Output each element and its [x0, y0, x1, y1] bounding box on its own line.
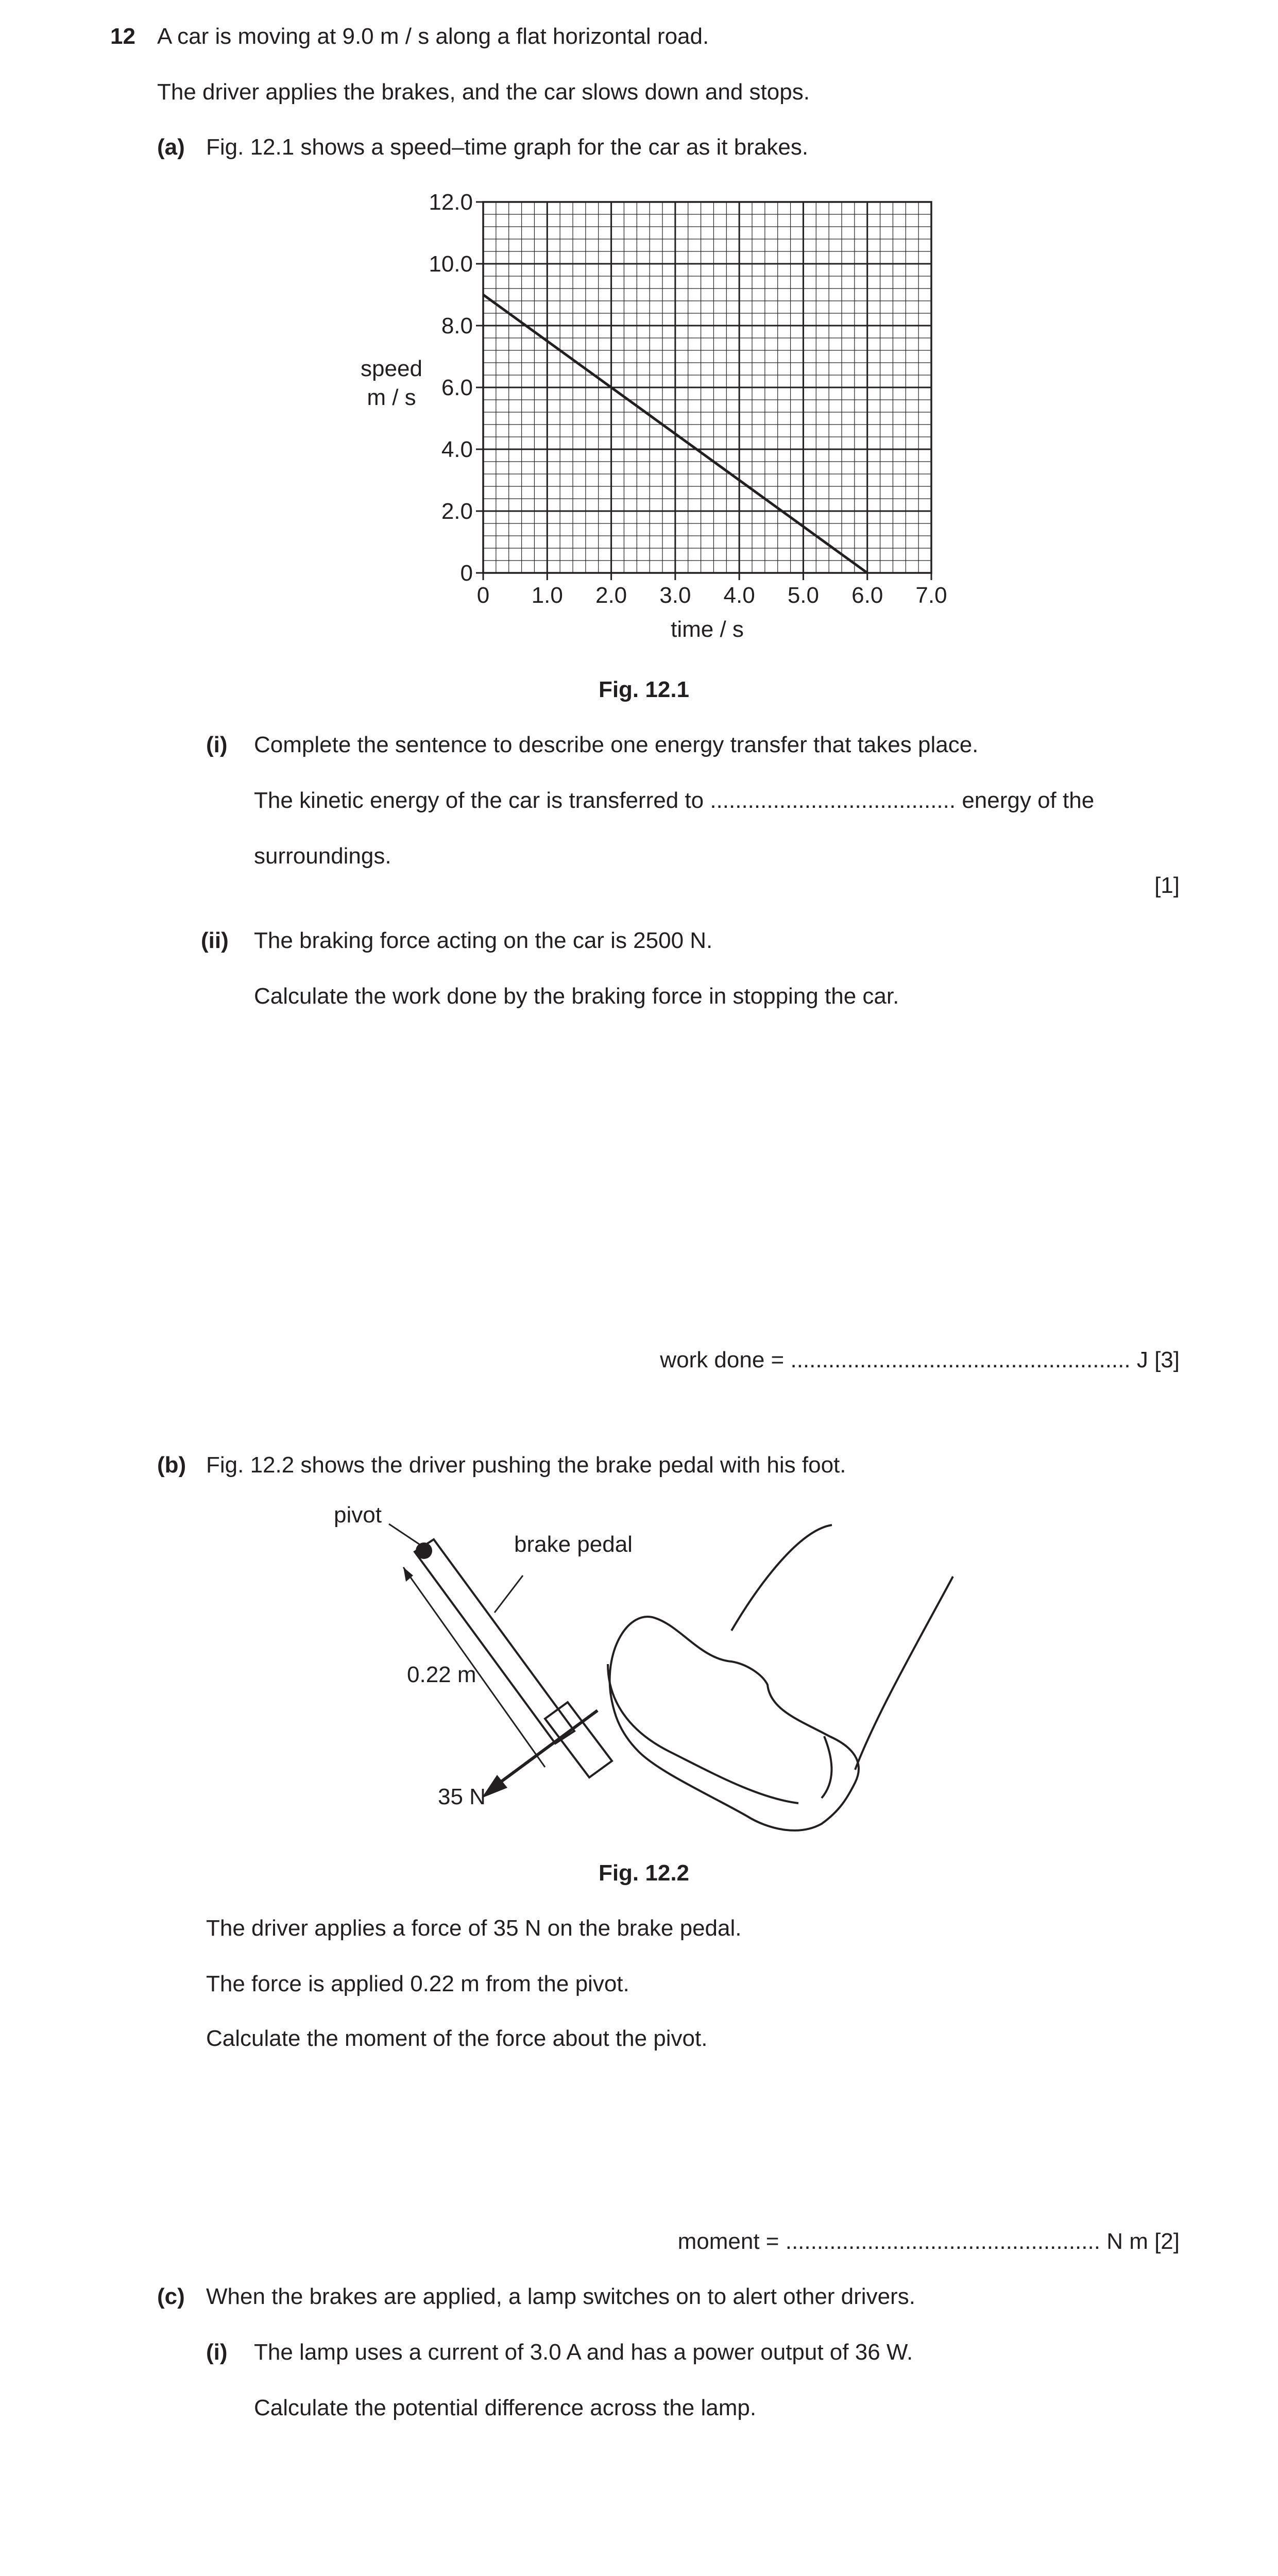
part-a-i-marks: [1]: [1154, 873, 1180, 898]
force-label: 35 N: [438, 1784, 486, 1809]
sentence-start: The kinetic energy of the car is transferred to: [254, 788, 704, 813]
x-tick-label: 3.0: [659, 583, 691, 608]
part-a-i-sentence-end: surroundings.: [254, 843, 391, 869]
energy-answer-blank[interactable]: .......................................: [710, 788, 956, 813]
part-c-i-text-1: The lamp uses a current of 3.0 A and has a power output of 36 W.: [254, 2340, 913, 2365]
part-c-i-text-2: Calculate the potential difference across the lamp.: [254, 2395, 757, 2420]
x-tick-label: 0: [476, 583, 490, 608]
y-tick-label: 8.0: [441, 313, 473, 338]
fig-12-2-caption: Fig. 12.2: [598, 1860, 690, 1886]
y-axis-label-unit: m / s: [367, 385, 416, 410]
pivot-icon: [416, 1543, 432, 1559]
leg-outline-back: [855, 1577, 953, 1770]
y-tick-label: 0: [460, 561, 473, 586]
x-tick-label: 5.0: [787, 583, 820, 608]
part-c-label: (c): [157, 2284, 185, 2309]
leg-outline-front: [731, 1525, 832, 1631]
moment-answer-line: [412, 2228, 1180, 2255]
part-b-text-3: Calculate the moment of the force about the pivot.: [206, 2026, 708, 2051]
moment-blank[interactable]: ..................................................: [785, 2229, 1100, 2254]
distance-label: 0.22 m: [407, 1662, 476, 1687]
shoe-outline: [610, 1617, 859, 1831]
shoe-heel-line: [822, 1736, 831, 1798]
fig-12-1-caption: Fig. 12.1: [598, 677, 690, 702]
x-axis-label: time / s: [671, 617, 744, 642]
x-tick-label: 6.0: [851, 583, 883, 608]
part-b-text: Fig. 12.2 shows the driver pushing the brake pedal with his foot.: [206, 1452, 846, 1478]
brake-pedal-leader: [495, 1575, 523, 1613]
y-tick-label: 6.0: [441, 375, 473, 400]
part-a-i-label: (i): [206, 732, 228, 757]
pivot-leader: [389, 1524, 421, 1546]
part-b-text-1: The driver applies a force of 35 N on the brake pedal.: [206, 1916, 742, 1941]
part-a-i-sentence: [254, 787, 1094, 814]
moment-marks: [2]: [1154, 2229, 1180, 2254]
y-tick-label: 2.0: [441, 499, 473, 524]
part-a-text: Fig. 12.1 shows a speed–time graph for the car as it brakes.: [206, 134, 809, 160]
question-intro-1: A car is moving at 9.0 m / s along a flat horizontal road.: [157, 24, 709, 49]
x-tick-label: 7.0: [915, 583, 947, 608]
work-done-marks: [3]: [1154, 1347, 1180, 1372]
x-tick-label: 4.0: [723, 583, 755, 608]
part-b-text-2: The force is applied 0.22 m from the pivot.: [206, 1971, 629, 1996]
y-axis-label-speed: speed: [361, 356, 422, 381]
work-done-label: work done =: [660, 1347, 785, 1372]
part-b-label: (b): [157, 1452, 186, 1478]
y-tick-label: 10.0: [429, 251, 473, 277]
moment-unit: N m: [1106, 2229, 1148, 2254]
part-c-text: When the brakes are applied, a lamp switches on to alert other drivers.: [206, 2284, 915, 2309]
work-done-blank[interactable]: ......................................................: [790, 1347, 1131, 1372]
force-arrow-shaft: [489, 1710, 598, 1790]
x-tick-label: 1.0: [531, 583, 563, 608]
speed-time-graph: [340, 185, 958, 649]
pedal-pad: [545, 1702, 612, 1777]
part-a-ii-text-1: The braking force acting on the car is 2500 N.: [254, 928, 713, 953]
part-a-ii-text-2: Calculate the work done by the braking force in stopping the car.: [254, 984, 899, 1009]
brake-pedal-label: brake pedal: [514, 1532, 633, 1557]
question-number: 12: [110, 24, 135, 49]
question-intro-2: The driver applies the brakes, and the car slows down and stops.: [157, 79, 810, 105]
work-done-unit: J: [1136, 1347, 1148, 1372]
part-a-i-text: Complete the sentence to describe one energy transfer that takes place.: [254, 732, 979, 757]
work-done-answer-line: [412, 1347, 1180, 1374]
part-c-i-label: (i): [206, 2340, 228, 2365]
part-a-label: (a): [157, 134, 185, 160]
sentence-end: energy of the: [962, 788, 1095, 813]
moment-label: moment =: [677, 2229, 779, 2254]
pivot-label: pivot: [334, 1502, 382, 1528]
y-tick-label: 12.0: [429, 190, 473, 215]
y-tick-label: 4.0: [441, 437, 473, 462]
brake-pedal-diagram: [319, 1494, 989, 1855]
part-a-ii-label: (ii): [201, 928, 229, 953]
x-tick-label: 2.0: [595, 583, 627, 608]
pedal-arm: [415, 1539, 574, 1743]
shoe-sole-line: [608, 1664, 798, 1803]
